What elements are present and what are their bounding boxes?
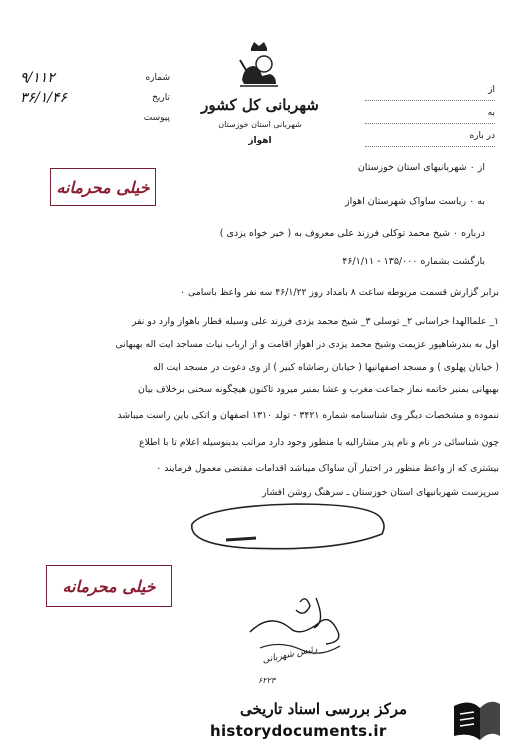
document-meta bbox=[20, 68, 170, 128]
meta-number-label: شماره bbox=[145, 73, 170, 83]
body-line: ۱_ علماالهدا خراسانی ۲_ توسلی ۳_ شیخ محمد یزدی فرزند علی وسیله قطار باهواز وارد دو نفر bbox=[131, 316, 499, 327]
routing-subject: در باره bbox=[365, 124, 495, 147]
meta-attachment-label: پیوست bbox=[143, 113, 170, 123]
routing-from: از bbox=[365, 78, 495, 101]
address-from: از ۰ شهربانیهای استان خوزستان bbox=[357, 162, 485, 173]
archive-logo-icon bbox=[450, 696, 504, 744]
body-line: ( خیابان پهلوی ) و مسجد اصفهانیها ( خیابان رضاشاه کبیر ) از وی دعوت در مسجد ایت اله bbox=[153, 362, 499, 373]
lion-and-sun-emblem-icon bbox=[236, 40, 282, 92]
address-subject: درباره ۰ شیخ محمد توکلی فرزند علی معروف به ( خیر خواه یزدی ) bbox=[219, 228, 485, 239]
meta-number bbox=[20, 68, 170, 88]
routing-fields bbox=[365, 78, 495, 147]
body-line: ننموده و مشخصات دیگر وی شناسنامه شماره ۳۴۲۱ - تولد ۱۳۱۰ اصفهان و اتکی باین راست میباشد bbox=[117, 410, 499, 421]
meta-number-value: ۹/۱۱۲ bbox=[20, 70, 55, 86]
meta-attachment bbox=[20, 108, 170, 128]
watermark-title: مرکز بررسی اسناد تاریخی bbox=[240, 700, 408, 718]
address-reference: بازگشت بشماره ۱۳۵/۰۰۰ - ۴۶/۱/۱۱ bbox=[342, 256, 485, 267]
org-subtitle: شهربانی استان خوزستان bbox=[218, 120, 302, 129]
body-line: اول به بندرشاهپور عزیمت وشیخ محمد یزدی در اهواز اقامت و از ارباب نیات مساجد ایت اله بهبهانی bbox=[115, 339, 499, 350]
handwritten-signature-icon bbox=[230, 592, 360, 672]
signature-note: ۶۲۲۳ bbox=[258, 676, 276, 685]
meta-date-value: ۳۶/۱/۴۶ bbox=[20, 90, 68, 106]
sender-signature-line: سرپرست شهربانیهای استان خوزستان ـ سرهنگ روشن افشار bbox=[262, 487, 499, 498]
confidential-stamp: خیلی محرمانه bbox=[50, 168, 156, 206]
address-to: به ۰ ریاست ساواک شهرستان اهواز bbox=[344, 196, 485, 207]
body-line: بیشتری که از واعظ منظور در اختیار آن ساواک میباشد اقدامات مقتضی معمول فرمایند ۰ bbox=[156, 463, 499, 474]
watermark-url: historydocuments.ir bbox=[210, 722, 387, 740]
meta-date-label: تاریخ bbox=[152, 93, 170, 103]
org-city: اهواز bbox=[248, 136, 272, 146]
confidential-stamp-bottom: خیلی محرمانه bbox=[46, 565, 172, 607]
hand-drawn-ellipse bbox=[186, 500, 386, 552]
body-line: برابر گزارش قسمت مربوطه ساعت ۸ بامداد روز ۴۶/۱/۲۲ سه نفر واعظ باسامی ۰ bbox=[180, 287, 499, 298]
meta-date bbox=[20, 88, 170, 108]
routing-to: به bbox=[365, 101, 495, 124]
signature-name: رئیس شهربانی bbox=[261, 644, 319, 666]
body-line: بهبهانی بمنبر خاتمه نماز جماعت مغرب و عشا بمنبر میرود تاکنون هیچگونه سخنی برخلاف بیان bbox=[138, 384, 499, 395]
org-title: شهربانی کل کشور bbox=[201, 96, 319, 114]
body-line: چون شناسائی در نام و نام پدر مشارالیه با منظور وجود دارد مراتب بدینوسیله اعلام تا با اطلاع bbox=[139, 437, 499, 448]
